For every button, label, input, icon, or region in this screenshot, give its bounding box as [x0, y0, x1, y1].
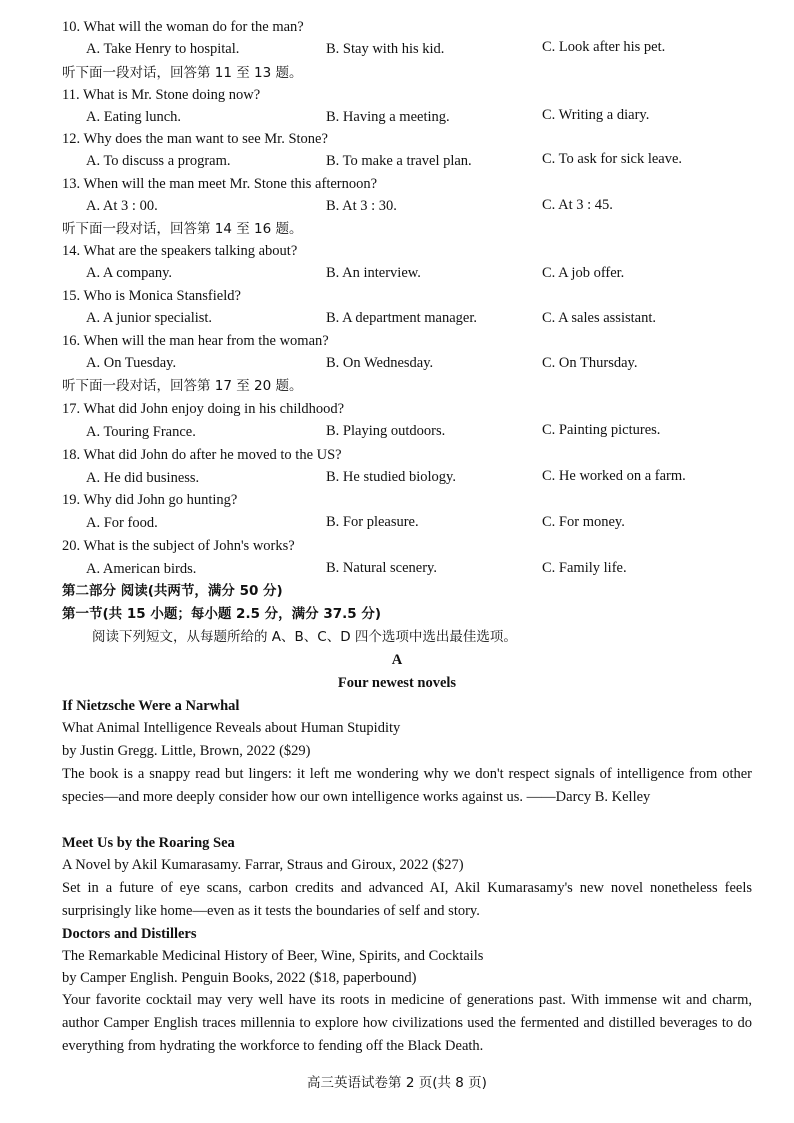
question-14-option-b: B. An interview.: [326, 265, 421, 281]
question-13-option-b: B. At 3 : 30.: [326, 198, 397, 214]
question-13-stem: 13. When will the man meet Mr. Stone this afternoon?: [62, 176, 378, 192]
question-13-option-a: A. At 3 : 00.: [86, 198, 158, 214]
question-16-option-a: A. On Tuesday.: [86, 355, 177, 371]
question-16-option-b: B. On Wednesday.: [326, 355, 434, 371]
question-20-option-b: B. Natural scenery.: [326, 560, 437, 576]
question-15-option-b: B. A department manager.: [326, 310, 478, 326]
question-16-stem: 16. When will the man hear from the woman?: [62, 333, 329, 349]
question-16-option-c: C. On Thursday.: [542, 355, 638, 371]
question-17-option-a: A. Touring France.: [86, 424, 196, 440]
section-one-header: 第一节(共 15 小题；每小题 2.5 分，满分 37.5 分): [62, 606, 382, 622]
book-2-byline: A Novel by Akil Kumarasamy. Farrar, Straus and Giroux, 2022 ($27): [62, 857, 464, 873]
question-19-option-c: C. For money.: [542, 514, 625, 530]
book-1-subtitle: What Animal Intelligence Reveals about Human Stupidity: [62, 720, 401, 736]
book-3-byline: by Camper English. Penguin Books, 2022 ($18, paperbound): [62, 970, 417, 986]
question-15-option-a: A. A junior specialist.: [86, 310, 213, 326]
question-15-option-c: C. A sales assistant.: [542, 310, 656, 326]
question-10-option-a: A. Take Henry to hospital.: [86, 41, 240, 57]
part-two-header: 第二部分 阅读(共两节，满分 50 分): [62, 583, 283, 599]
question-15-stem: 15. Who is Monica Stansfield?: [62, 288, 241, 304]
question-18-stem: 18. What did John do after he moved to the US?: [62, 447, 342, 463]
book-3-title: Doctors and Distillers: [62, 926, 197, 942]
question-18-option-b: B. He studied biology.: [326, 469, 456, 485]
book-1-byline: by Justin Gregg. Little, Brown, 2022 ($29): [62, 743, 311, 759]
question-12-option-b: B. To make a travel plan.: [326, 153, 472, 169]
question-17-stem: 17. What did John enjoy doing in his childhood?: [62, 401, 345, 417]
section-header-17-20: 听下面一段对话，回答第 17 至 20 题。: [62, 378, 303, 394]
question-11-option-b: B. Having a meeting.: [326, 109, 450, 125]
question-10-option-c: C. Look after his pet.: [542, 39, 666, 55]
question-14-option-a: A. A company.: [86, 265, 173, 281]
question-12-option-c: C. To ask for sick leave.: [542, 151, 683, 167]
question-19-stem: 19. Why did John go hunting?: [62, 492, 238, 508]
question-14-option-c: C. A job offer.: [542, 265, 625, 281]
question-18-option-c: C. He worked on a farm.: [542, 468, 686, 484]
book-3-review: Your favorite cocktail may very well have its roots in medicine of generations past. With immense wit and charm, author Camper English traces millennia to explore how civilizations used the fermented and distilled beverages to do everything from hydrating the workforce to fending off the Black Death.: [62, 992, 752, 1054]
question-10-option-b: B. Stay with his kid.: [326, 41, 445, 57]
question-12-option-a: A. To discuss a program.: [86, 153, 231, 169]
book-3-subtitle: The Remarkable Medicinal History of Beer, Wine, Spirits, and Cocktails: [62, 948, 484, 964]
question-11-option-c: C. Writing a diary.: [542, 107, 650, 123]
question-11-stem: 11. What is Mr. Stone doing now?: [62, 87, 261, 103]
question-10-stem: 10. What will the woman do for the man?: [62, 19, 304, 35]
question-11-option-a: A. Eating lunch.: [86, 109, 182, 125]
question-19-option-a: A. For food.: [86, 515, 158, 531]
book-2-review: Set in a future of eye scans, carbon credits and advanced AI, Akil Kumarasamy's new novel nonetheless feels surprisingly like home—even as it tests the boundaries of self and story.: [62, 880, 752, 919]
book-1-review: The book is a snappy read but lingers: it left me wondering why we don't respect signals of intelligence from other species—and more deeply consider how our own intelligence works against us. ——Darcy B. Kelley: [62, 766, 752, 805]
book-2-title: Meet Us by the Roaring Sea: [62, 835, 235, 851]
question-17-option-b: B. Playing outdoors.: [326, 423, 446, 439]
reading-instruction: 阅读下列短文，从每题所给的 A、B、C、D 四个选项中选出最佳选项。: [92, 629, 517, 645]
section-header-14-16: 听下面一段对话，回答第 14 至 16 题。: [62, 221, 303, 237]
section-header-11-13: 听下面一段对话，回答第 11 至 13 题。: [62, 65, 303, 81]
passage-title: Four newest novels: [337, 675, 457, 691]
question-14-stem: 14. What are the speakers talking about?: [62, 243, 298, 259]
question-20-stem: 20. What is the subject of John's works?: [62, 538, 295, 554]
page-footer: 高三英语试卷第 2 页(共 8 页): [307, 1075, 487, 1091]
question-12-stem: 12. Why does the man want to see Mr. Stone?: [62, 131, 328, 147]
question-13-option-c: C. At 3 : 45.: [542, 197, 613, 213]
question-20-option-a: A. American birds.: [86, 561, 197, 577]
passage-letter: A: [391, 652, 403, 668]
book-1-title: If Nietzsche Were a Narwhal: [62, 698, 240, 714]
question-17-option-c: C. Painting pictures.: [542, 422, 661, 438]
question-20-option-c: C. Family life.: [542, 560, 627, 576]
question-18-option-a: A. He did business.: [86, 470, 200, 486]
question-19-option-b: B. For pleasure.: [326, 514, 419, 530]
